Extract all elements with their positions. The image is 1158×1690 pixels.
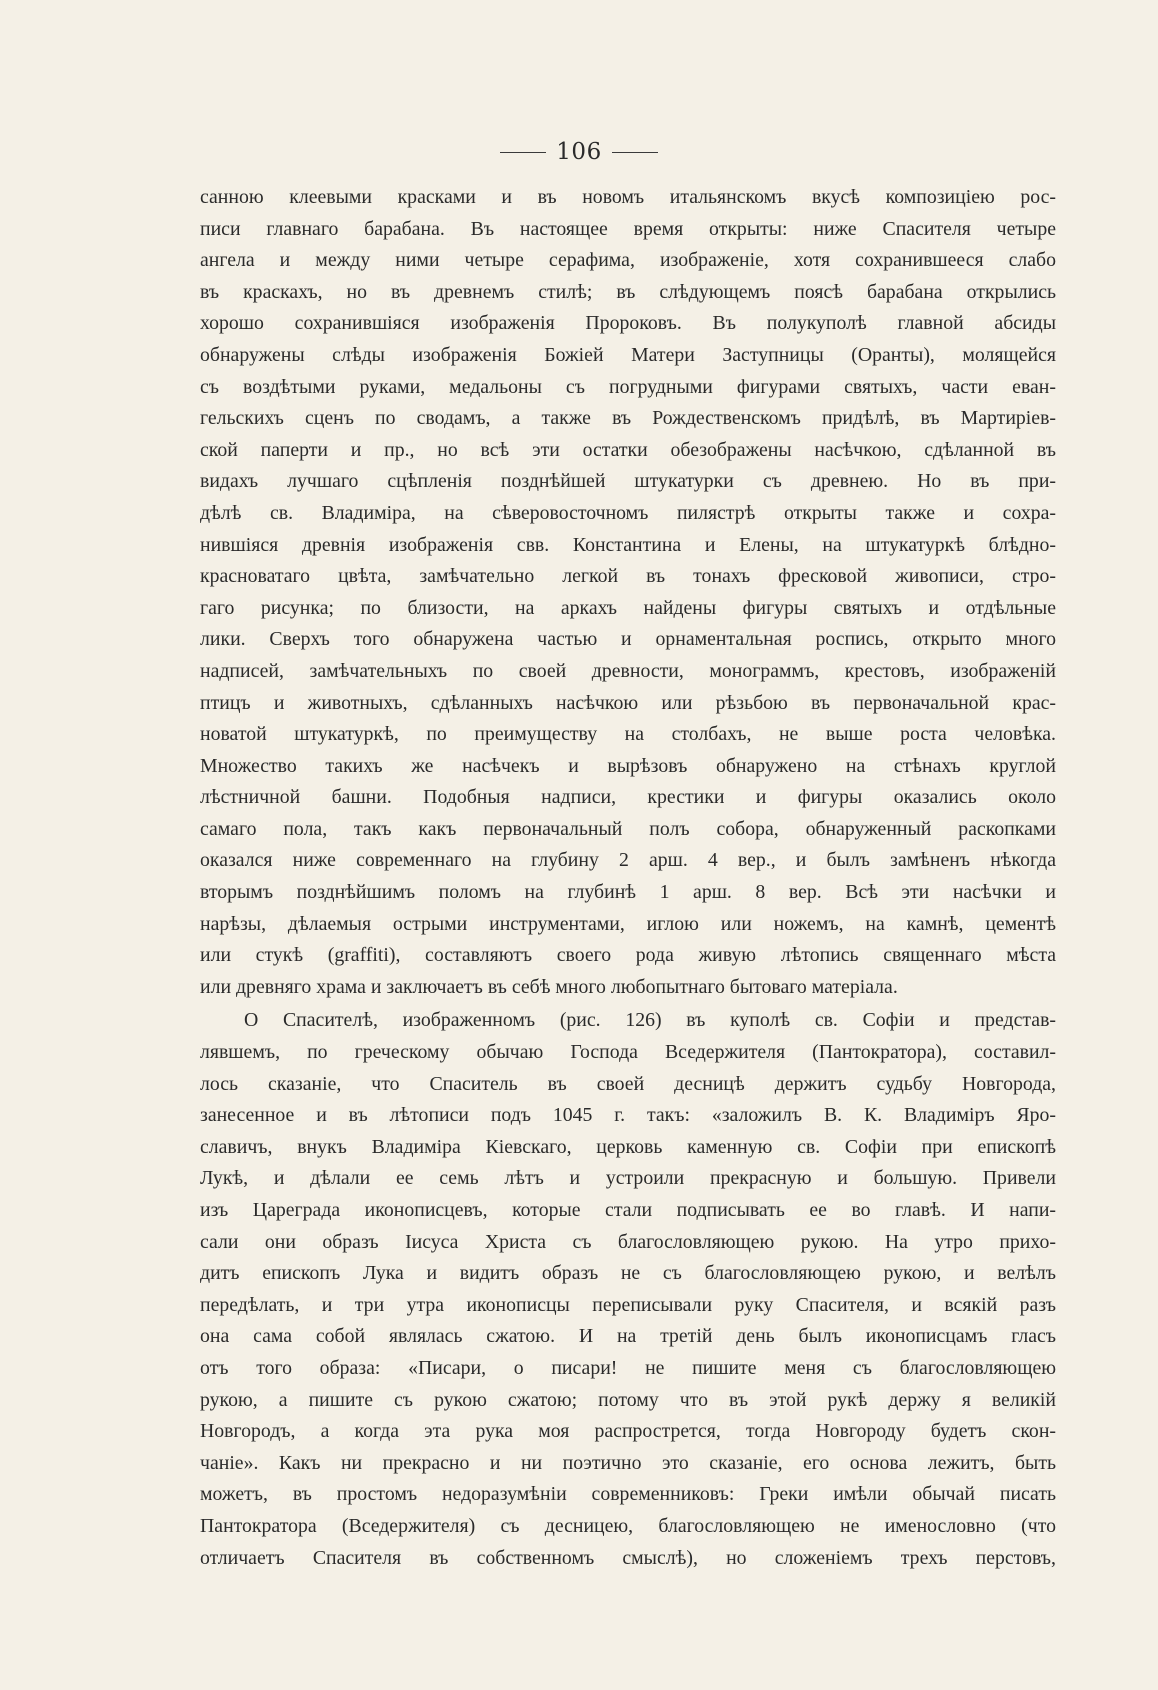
text-line: птицъ и животныхъ, сдѣланныхъ насѣчкою или рѣзьбою въ первоначальной крас- xyxy=(200,691,1056,714)
text-line: санною клеевыми красками и въ новомъ итальянскомъ вкусѣ композиціею рос- xyxy=(200,186,1056,208)
text-line: отъ того образа: «Писари, о писари! не пишите меня съ благословляющею xyxy=(200,1356,1056,1379)
text-line: новатой штукатуркѣ, по преимуществу на столбахъ, не выше роста человѣка. xyxy=(200,723,1056,746)
text-line: оказался ниже современнаго на глубину 2 арш. 4 вер., и былъ замѣненъ нѣкогда xyxy=(200,849,1056,872)
text-line: видахъ лучшаго сцѣпленія позднѣйшей штукатурки съ древнею. Но въ при- xyxy=(200,470,1056,493)
text-line: обнаружены слѣды изображенія Божіей Матери Заступницы (Оранты), молящейся xyxy=(200,343,1056,366)
text-line: хорошо сохранившіяся изображенія Пророковъ. Въ полукуполѣ главной абсиды xyxy=(200,312,1056,335)
text-line: Лукѣ, и дѣлали ее семь лѣтъ и устроили прекрасную и большую. Привели xyxy=(200,1167,1056,1190)
text-line: передѣлать, и три утра иконописцы переписывали руку Спасителя, и всякій разъ xyxy=(200,1293,1056,1316)
paragraph-2 xyxy=(200,1005,1056,1574)
text-line: занесенное и въ лѣтописи подъ 1045 г. такъ: «заложилъ В. К. Владиміръ Яро- xyxy=(200,1104,1056,1127)
text-line: вторымъ позднѣйшимъ поломъ на глубинѣ 1 арш. 8 вер. Всѣ эти насѣчки и xyxy=(200,881,1056,904)
text-line: изъ Цареграда иконописцевъ, которые стали подписывать ее во главѣ. И напи- xyxy=(200,1199,1056,1221)
text-line: Пантократора (Вседержителя) съ десницею, благословляющею не именословно (что xyxy=(200,1514,1056,1537)
text-line: красноватаго цвѣта, замѣчательно легкой въ тонахъ фресковой живописи, стро- xyxy=(200,565,1056,588)
text-line: гельскихъ сценъ по сводамъ, а также въ Рождественскомъ придѣлѣ, въ Мартиріев- xyxy=(200,407,1056,430)
header-rule-left xyxy=(500,152,546,153)
text-line: лось сказаніе, что Спаситель въ своей десницѣ держитъ судьбу Новгорода, xyxy=(200,1072,1056,1095)
header-rule-right xyxy=(612,152,658,153)
text-line: можетъ, въ простомъ недоразумѣніи современниковъ: Греки имѣли обычай писать xyxy=(200,1483,1056,1506)
paragraph-1 xyxy=(200,182,1056,1003)
text-line: чаніе». Какъ ни прекрасно и ни поэтично это сказаніе, его основа лежитъ, быть xyxy=(200,1451,1056,1474)
text-line: отличаетъ Спасителя въ собственномъ смыслѣ), но сложеніемъ трехъ перстовъ, xyxy=(200,1546,1056,1569)
text-line: лявшемъ, по греческому обычаю Господа Вседержителя (Пантократора), составил- xyxy=(200,1041,1056,1064)
text-line: она сама собой являлась сжатою. И на третій день былъ иконописцамъ гласъ xyxy=(200,1325,1056,1348)
text-line: ской паперти и пр., но всѣ эти остатки обезображены насѣчкою, сдѣланной въ xyxy=(200,438,1056,461)
body-text xyxy=(200,182,1056,1574)
text-line: славичъ, внукъ Владиміра Кіевскаго, церковь каменную св. Софіи при епископѣ xyxy=(200,1135,1056,1158)
text-line: съ воздѣтыми руками, медальоны съ погрудными фигурами святыхъ, части еван- xyxy=(200,375,1056,398)
text-line: сали они образъ Іисуса Христа съ благословляющею рукою. На утро прихо- xyxy=(200,1230,1056,1253)
text-line: дѣлѣ св. Владиміра, на сѣверовосточномъ пилястрѣ открыты также и сохра- xyxy=(200,501,1056,524)
text-line: нарѣзы, дѣлаемыя острыми инструментами, иглою или ножемъ, на камнѣ, цементѣ xyxy=(200,912,1056,935)
text-line: гаго рисунка; по близости, на аркахъ найдены фигуры святыхъ и отдѣльные xyxy=(200,596,1056,619)
text-line: О Спасителѣ, изображенномъ (рис. 126) въ куполѣ св. Софіи и представ- xyxy=(244,1009,1056,1032)
page-header xyxy=(0,134,1158,170)
text-line: рукою, а пишите съ рукою сжатою; потому что въ этой рукѣ держу я великій xyxy=(200,1388,1056,1411)
text-line: лики. Сверхъ того обнаружена частью и орнаментальная роспись, открыто много xyxy=(200,628,1056,651)
text-line: дитъ епископъ Лука и видитъ образъ не съ благословляющею рукою, и велѣлъ xyxy=(200,1262,1056,1285)
text-line: надписей, замѣчательныхъ по своей древности, монограммъ, крестовъ, изображеній xyxy=(200,659,1056,682)
text-line: ангела и между ними четыре серафима, изображеніе, хотя сохранившееся слабо xyxy=(200,249,1056,272)
text-line: Множество такихъ же насѣчекъ и вырѣзовъ обнаружено на стѣнахъ круглой xyxy=(200,754,1056,777)
text-line: нившіяся древнія изображенія свв. Константина и Елены, на штукатуркѣ блѣдно- xyxy=(200,533,1056,556)
text-line: самаго пола, такъ какъ первоначальный полъ собора, обнаруженный раскопками xyxy=(200,817,1056,840)
text-line: лѣстничной башни. Подобныя надписи, крестики и фигуры оказались около xyxy=(200,786,1056,809)
text-line: въ краскахъ, но въ древнемъ стилѣ; въ слѣдующемъ поясѣ барабана открылись xyxy=(200,280,1056,303)
text-line: или стукѣ (graffiti), составляютъ своего рода живую лѣтопись священнаго мѣста xyxy=(200,944,1056,967)
page-number: 106 xyxy=(556,139,602,165)
text-line: Новгородъ, а когда эта рука моя распрострется, тогда Новгороду будетъ скон- xyxy=(200,1420,1056,1443)
text-line: или древняго храма и заключаетъ въ себѣ много любопытнаго бытоваго матеріала. xyxy=(200,975,898,998)
text-line: писи главнаго барабана. Въ настоящее время открыты: ниже Спасителя четыре xyxy=(200,217,1056,240)
